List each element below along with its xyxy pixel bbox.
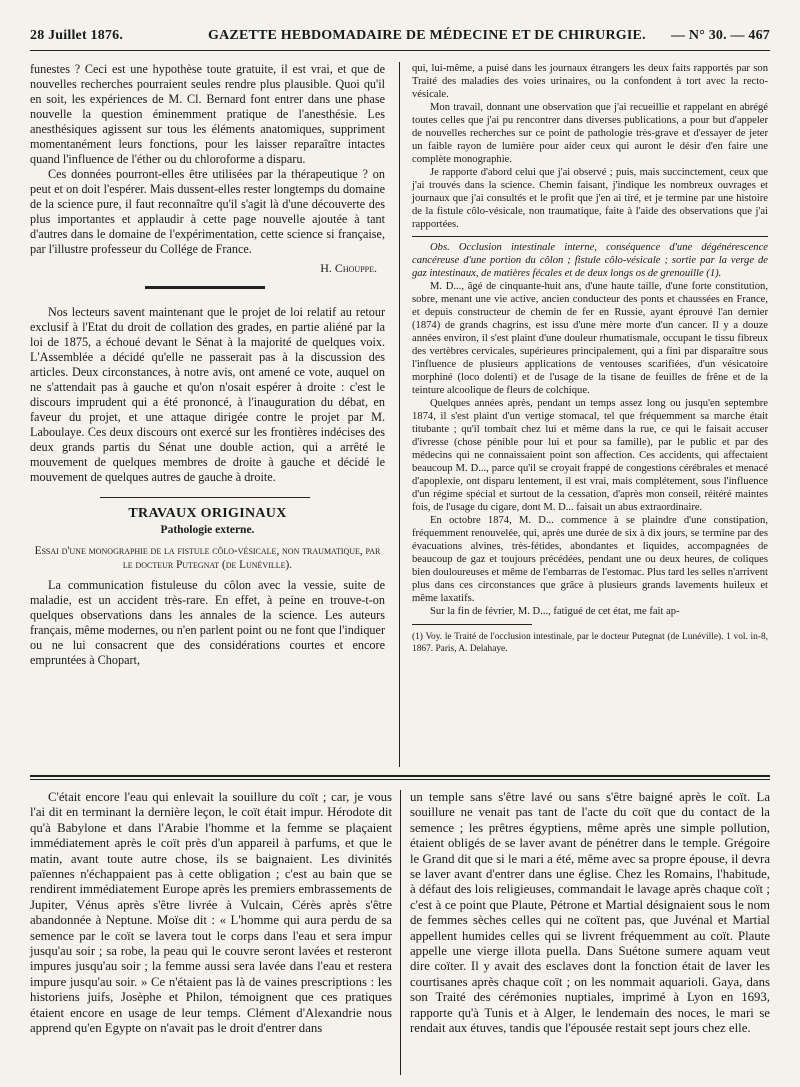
observation-title: Obs. Occlusion intestinale interne, conséquence d'une dégénérescence cancéreuse d'une portion du côlon ; fistule côlo-vésicale ; sortie par la verge de gaz intestinaux, de matières fécales et de deux longs os de grenouille (1).	[412, 242, 768, 279]
paragraph: Sur la fin de février, M. D..., fatigué de cet état, me fait ap-	[430, 606, 680, 617]
footnote: (1) Voy. le Traité de l'occlusion intestinale, par le docteur Putegnat (de Lunéville). 1 vol. in-8, 1867. Paris, A. Delahaye.	[412, 632, 768, 654]
paragraph: un temple sans s'être lavé ou sans s'être baigné après le coït. La souillure ne venait pas tant de l'acte du coït que du contact de la semence ; les prêtres égyptiens, même après une simple pollution, étaient obligés de se laver avant de pénétrer dans le temple. Grégoire le Grand dit que si le mari a été, même avec sa propre épouse, il devra se laver avant d'entrer dans une église. Chez les Romains, l'habitude, à défaut des lois religieuses, commandait le lavage après chaque coït ; c'est à ce point que Plaute, Pétrone et Martial désignaient sous le nom de femmes sèches celles qui ne coïtent pas, que Juvénal et Martial appellent humides celles qui se livrent fréquemment au coït. Plaute appelle une vierge illota puella. Dans Suétone sumere aquam veut dire coïter. Il y avait des esclaves dont la fonction était de laver les courtisanes après chaque coït ; on les nommait aquarioli. Gaya, dans son Traité des cérémonies nuptiales, imprimé à Lyon en 1693, rapporte qu'à Tunis et à Alger, le lendemain des noces, le mari se rendait aux étuves, tandis que l'épousée restait sept jours chez elle.	[410, 790, 770, 1036]
bottom-left-column	[30, 790, 392, 1080]
footnote-rule	[412, 624, 532, 625]
paragraph: Ces données pourront-elles être utilisées par la thérapeutique ? on peut et on doit l'espérer. Mais dussent-elles rester longtemps du domaine de la science pure, il faut reconnaître qu'il s'agit là d'une découverte des plus importantes et applaudir à cette page nouvelle ajoutée à tant d'autres dans le domaine de l'expérimentation, cette science si française, par l'illustre professeur du Collége de France.	[30, 167, 385, 256]
paragraph: Je rapporte d'abord celui que j'ai observé ; puis, mais succinctement, ceux que j'ai trouvés dans la science. Chemin faisant, j'indique les nombreux ouvrages et journaux que j'ai consultés et le profit que j'en ai tiré, et je termine par une histoire de la fistule côlo-vésicale, non traumatique, faite à l'aide des observations que j'ai rapportées.	[412, 167, 768, 230]
separator-double-2	[30, 779, 770, 780]
paragraph: C'était encore l'eau qui enlevait la souillure du coït ; car, je vous l'ai dit en terminant la dernière leçon, le coït était impur. Hérodote dit qu'à Babylone et dans l'Arabie l'homme et la femme se plaçaient immédiatement après le coït près d'un appareil à parfums, et que le matin, avant toute autre chose, ils se baignaient. Les divinités païennes n'échappaient pas à cette obligation ; c'est au bain que se rendirent immédiatement Europe après les premiers embrassements de Jupiter, Vénus après s'être livrée à Vulcain, Cérès après s'être abandonnée à Neptune. Moïse dit : « L'homme qui aura perdu de sa semence par le coït se lavera tout le corps dans l'eau et sera impur jusqu'au soir ; sa robe, la peau qui le couvre seront lavées et resteront impures jusqu'au soir ; la femme aussi sera lavée dans l'eau et restera impure jusqu'au soir. » Ce n'étaient pas là de vaines prescriptions : les historiens juifs, Josèphe et Philon, témoignent que ces pratiques étaient encore en usage de leur temps. Clément d'Alexandrie nous apprend qu'en Egypte on n'avait pas le droit d'entrer dans	[30, 790, 392, 1036]
paragraph: Quelques années après, pendant un temps assez long ou jusqu'en septembre 1874, il s'est plaint d'un vertige stomacal, tel que fréquemment sa marche était titubante ; qu'il tombait chez lui et même dans la rue, ce qui le faisait accuser d'ivresse (chose pénible pour lui et pour sa famille), par le public et par des médecins qui ne connaissaient point son affection. Ces accidents, qui affectaient beaucoup M. D..., parce qu'il se croyait frappé de congestions cérébrales et menacé d'apoplexie, ont disparu lentement, il est vrai, mais complétement, sous l'influence d'un régime spécial et surtout de la cessation, d'après mon conseil, réitéré maintes fois, de l'usage du cigare, dont M. D... faisait un abus extraordinaire.	[412, 398, 768, 513]
header-issue: — N° 30. — 467	[670, 28, 770, 43]
paragraph: M. D..., âgé de cinquante-huit ans, d'une haute taille, d'une forte constitution, sobre, menant une vie active, ancien conducteur des ponts et chaussées en France, et depuis constructeur de chemin de fer en Russie, ayant éprouvé l'an dernier (1874) de grands chagrins, est issu d'une mère morte d'un cancer. Il y a douze années environ, il s'est plaint d'une douleur rhumatismale, occupant le tissu fibreux des vertèbres cervicales, supérieures principalement, qui a fini par disparaître sous l'influence de plusieurs applications de ventouses scarifiées, d'un vésicatoire morphiné (loco dolenti) et de l'usage de la tisane de feuilles de frêne et de la teinture alcoolique de fleurs de colchique.	[412, 281, 768, 396]
article-title: Essai d'une monographie de la fistule côlo-vésicale, non traumatique, par le docteur Putegnat (de Lunéville).	[34, 545, 381, 571]
header-date: 28 Juillet 1876.	[30, 28, 124, 43]
section-subtitle: Pathologie externe.	[160, 524, 255, 536]
paragraph: funestes ? Ceci est une hypothèse toute gratuite, il est vrai, et que de nouvelles recherches pourraient seules rendre plus plausible. Quoi qu'il en soit, les expériences de M. Cl. Bernard font entrer dans une phase nouvelle la question éminemment pratique de l'anesthésie. Les anesthésiques agissent sur tous les éléments anatomiques, suppriment momentanément leurs fonctions, pour les laisser reparaître intactes quand l'influence de l'éther ou du chloroforme a disparu.	[30, 62, 385, 166]
divider	[412, 236, 768, 237]
left-column	[30, 62, 385, 772]
paragraph: Mon travail, donnant une observation que j'ai recueillie et rappelant en abrégé toutes celles que j'ai pu rencontrer dans diverses publications, a pour but d'appeler de nouvelles recherches sur ce point de pathologie très-grave et d'essayer de jeter un faible rayon de lumière pour aider ceux qui auront le désir d'en faire une complète monographie.	[412, 102, 768, 165]
paragraph: Nos lecteurs savent maintenant que le projet de loi relatif au retour exclusif à l'Etat du droit de collation des grades, en partie aliéné par la loi de 1875, a échoué devant le Sénat à la majorité de quelques voix. L'Assemblée a décidé qu'elle ne passerait pas à la discussion des articles. Deux circonstances, à notre avis, ont amené ce vote, auquel on ne s'attendait pas à gauche et qu'on n'osait espérer à droite : c'est le discours imprudent qui a été prononcé, à l'inauguration du débat, en faveur du projet, et une attaque dirigée contre le projet par M. Laboulaye. Ces deux discours ont exercé sur les frontières indécises des deux grands partis du Sénat une double action, qui a arrêté le mouvement de quelques membres de droite à gauche et décidé le mouvement de quelques autres de gauche à droite.	[30, 305, 385, 484]
divider-thick	[145, 286, 265, 289]
signature: H. Chouppe.	[320, 261, 377, 275]
column-rule-bottom	[400, 790, 401, 1075]
page-header	[30, 28, 770, 48]
paragraph: En octobre 1874, M. D... commence à se plaindre d'une constipation, fréquemment renouvelée, qui, après une durée de six à dix jours, se termine par des évacuations alvines, très-fétides, abondantes et liquides, accompagnées de beaucoup de gaz et toujours précédées, pendant une ou deux heures, de coliques bien douloureuses et même de l'embarras de l'estomac. Plus tard les selles n'arrivent plus dans ces circonstances que grâce à plusieurs grands lavements huileux et même laxatifs.	[412, 515, 768, 604]
paragraph: qui, lui-même, a puisé dans les journaux étrangers les deux faits rapportés par son Traité des maladies des voies urinaires, ou la confondent à tort avec la recto-vésicale.	[412, 63, 768, 100]
header-rule	[30, 50, 770, 51]
column-rule	[399, 62, 400, 767]
header-title: GAZETTE HEBDOMADAIRE DE MÉDECINE ET DE CHIRURGIE.	[208, 28, 646, 43]
bottom-right-column	[410, 790, 770, 1080]
divider-section	[100, 497, 310, 498]
section-title: TRAVAUX ORIGINAUX	[128, 506, 287, 521]
right-column	[412, 62, 768, 772]
paragraph: La communication fistuleuse du côlon avec la vessie, suite de maladie, est un accident très-rare. En effet, à peine en trouve-t-on quelques observations dans les annales de la science. Les auteurs français, même modernes, ou n'en parlent point ou ne font que l'indiquer ou ne lui consacrent que des considérations courtes et encore empruntées à Chopart,	[30, 578, 385, 667]
separator-double-1	[30, 775, 770, 777]
